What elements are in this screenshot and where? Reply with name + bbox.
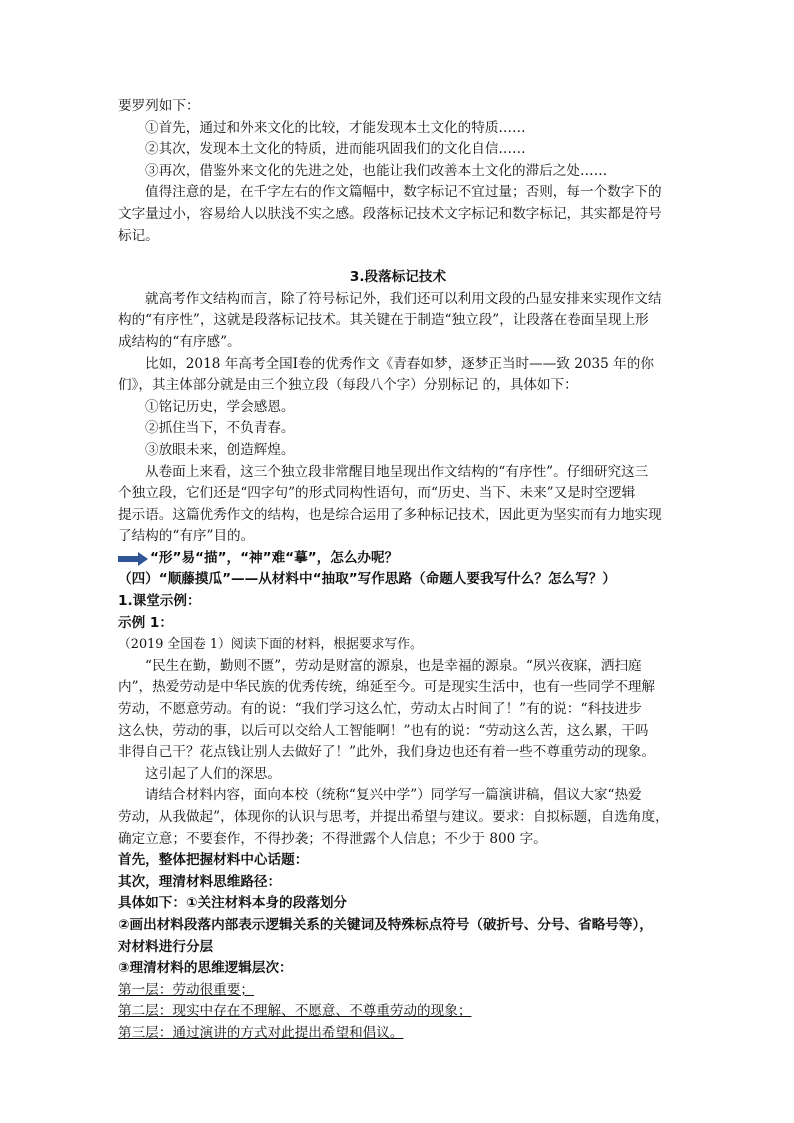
list-item: ①铭记历史，学会感恩。 [145,398,295,415]
right-arrow-icon [118,552,148,566]
paragraph-line: 构的“有序性”，这就是段落标记技术。其关键在于制造“独立段”，让段落在卷面呈现上形 [118,312,649,329]
material-line: 内”，热爱劳动是中华民族的优秀传统，绵延至今。可是现实生活中，也有一些同学不理解 [118,679,656,696]
paragraph-line: 个独立段，它们还是“四字句”的形式同构性语句，而“历史、当下、未来”又是时空逻辑 [118,485,636,502]
paragraph-line: 了结构的“有序”目的。 [118,528,255,545]
arrow-heading-text: “形”易“描”，“神”难“摹”，怎么办呢？ [150,549,399,566]
material-line: 这引起了人们的深思。 [145,765,281,782]
material-line: 劳动，从我做起”，体现你的认识与思考，并提出希望与建议。要求：自拟标题，自选角度， [118,809,669,825]
list-item: ③再次，借鉴外来文化的先进之处，也能让我们改善本土文化的滞后之处…… [145,162,608,179]
paragraph-line: 就高考作文结构而言，除了符号标记外，我们还可以利用文段的凸显安排来实现作文结 [145,290,662,307]
subsection-heading: 1.课堂示例： [118,593,201,610]
material-line: 非得自己干？花点钱让别人去做好了！”此外，我们身边也还有着一些不尊重劳动的现象。 [118,744,656,761]
document-page [118,96,678,1045]
paragraph-line: 比如，2018 年高考全国Ⅰ卷的优秀作文《青春如梦，逐梦正当时——致 2035 年的你 [145,355,654,372]
paragraph-line: 提示语。这篇优秀作文的结构，也是综合运用了多种标记技术，因此更为坚实而有力地实现 [118,506,662,523]
material-line: 这么快，劳动的事，以后可以交给人工智能啊！”也有的说：“劳动这么苦，这么累，干吗 [118,722,649,739]
section-heading: （四）“顺藤摸瓜”——从材料中“抽取”写作思路（命题人要我写什么？怎么写？） [118,571,616,588]
material-line: 请结合材料内容，面向本校（统称“复兴中学”）同学写一篇演讲稿，倡议大家“热爱 [145,787,642,804]
prompt-line: （2019 全国卷 1）阅读下面的材料，根据要求写作。 [118,637,423,653]
paragraph-line: 成结构的“有序感”。 [118,333,241,350]
paragraph-line: 标记。 [118,227,159,244]
layer-line: 第一层：劳动很重要； [118,981,254,998]
section-heading: 3.段落标记技术 [349,269,447,286]
list-item: ②抓住当下，不负青春。 [145,420,295,437]
material-line: 劳动，不愿意劳动。有的说：“我们学习这么忙，劳动太占时间了！”有的说：“科技进步 [118,701,642,718]
analysis-heading: 首先，整体把握材料中心话题： [118,852,309,869]
layer-line: 第三层：通过演讲的方式对此提出希望和倡议。 [118,1024,404,1041]
analysis-heading: 其次，理清材料思维路径： [118,873,282,890]
arrow-heading [118,548,678,570]
layer-line: 第二层：现实中存在不理解、不愿意、不尊重劳动的现象； [118,1003,472,1020]
paragraph-line: 值得注意的是，在千字左右的作文篇幅中，数字标记不宜过量；否则，每一个数字下的 [145,184,662,201]
paragraph-line: 文字量过小，容易给人以肤浅不实之感。段落标记技术文字标记和数字标记，其实都是符号 [118,205,662,222]
material-line: 确定立意；不要套作，不得抄袭；不得泄露个人信息；不少于 800 字。 [118,830,547,847]
material-line: “民生在勤，勤则不匮”，劳动是财富的源泉，也是幸福的源泉。“夙兴夜寐，洒扫庭 [145,657,642,674]
paragraph-line: 从卷面上来看，这三个独立段非常醒目地呈现出作文结构的“有序性”。仔细研究这三 [145,463,649,480]
analysis-heading: 对材料进行分层 [118,938,214,955]
example-heading: 示例 1： [118,614,173,631]
list-item: ②其次，发现本土文化的特质，进而能巩固我们的文化自信…… [145,141,526,158]
list-item: ①首先，通过和外来文化的比较，才能发现本土文化的特质…… [145,119,526,136]
paragraph-line: 们》，其主体部分就是由三个独立段（每段八个字）分别标记 的，具体如下： [118,377,578,394]
list-item: ③放眼未来，创造辉煌。 [145,441,295,458]
text-line: 要罗列如下： [118,98,200,114]
analysis-heading: ③理清材料的思维逻辑层次： [118,960,293,977]
analysis-heading: ②画出材料段落内部表示逻辑关系的关键词及特殊标点符号（破折号、分号、省略号等）， [118,916,653,933]
analysis-heading: 具体如下：①关注材料本身的段落划分 [118,895,348,912]
